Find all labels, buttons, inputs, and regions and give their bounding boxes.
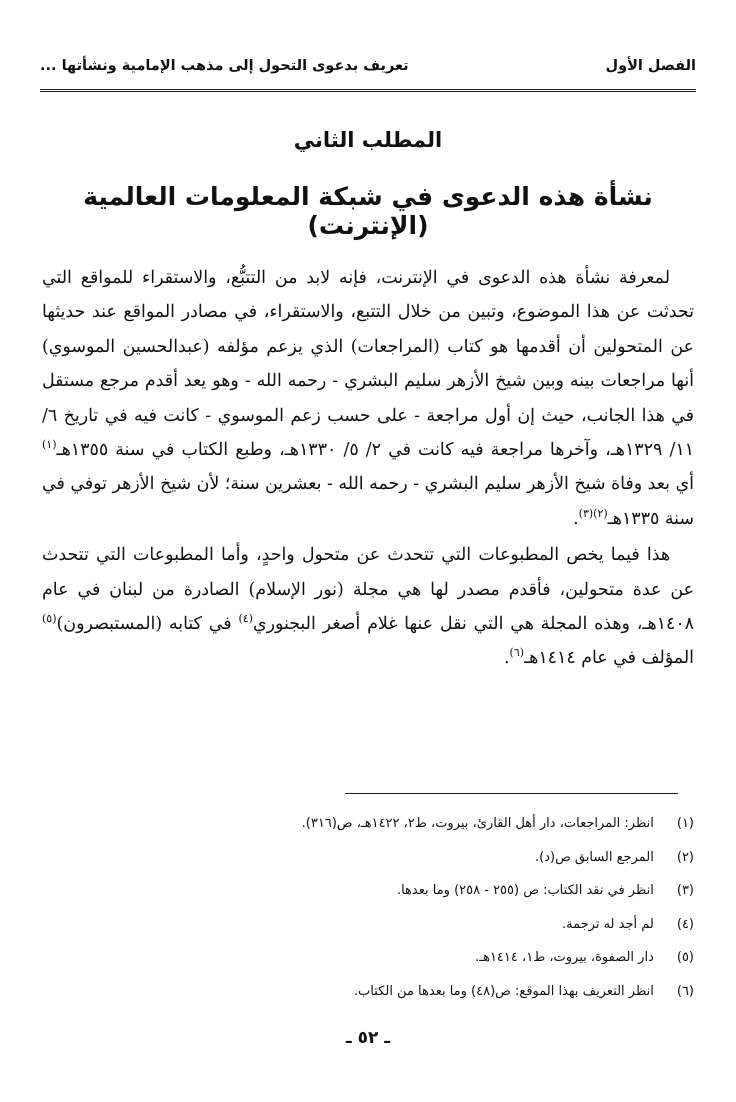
footnote-text: لم أجد له ترجمة. xyxy=(562,916,654,932)
footnote-number: (٦) xyxy=(676,983,694,999)
footnote-item xyxy=(42,948,694,982)
footnote-ref: (٤) xyxy=(238,612,253,626)
footnotes-list xyxy=(42,814,694,1015)
paragraph-text: هذا فيما يخص المطبوعات التي تتحدث عن متحول واحدٍ، وأما المطبوعات التي تتحدث عن عدة متحولين، فأقدم مصدر لها هي مجلة (نور الإسلام) الصادرة من لبنان في عام ١٤٠٨هـ، وهذه المجلة هي التي نقل عنها غلام أصغر البجنوري xyxy=(42,545,695,635)
chapter-name: الفصل الأول xyxy=(605,58,696,74)
book-title: تعريف بدعوى التحول إلى مذهب الإمامية ونشأتها ... xyxy=(40,58,409,74)
paragraph-text: في كتابه (المستبصرون) xyxy=(56,614,232,635)
footnote-divider xyxy=(345,793,678,794)
footnote-number: (٥) xyxy=(676,950,694,965)
main-title: نشأة هذه الدعوى في شبكة المعلومات العالمية (الإنترنت) xyxy=(83,182,653,240)
footnote-text: دار الصفوة، بيروت، ط١، ١٤١٤هـ. xyxy=(475,950,654,965)
footnote-item xyxy=(42,848,694,882)
footnote-number: (٣) xyxy=(676,883,694,898)
paragraph-text: . xyxy=(573,508,579,529)
paragraph-2 xyxy=(42,538,694,676)
footnote-text: انظر التعريف بهذا الموقع: ص(٤٨) وما بعدها من الكتاب. xyxy=(353,983,654,999)
footnote-number: (٤) xyxy=(676,916,694,932)
paragraph-1 xyxy=(42,261,694,536)
footnote-ref: (٢)(٣) xyxy=(578,507,608,521)
footnote-ref: (٥) xyxy=(42,612,57,626)
running-header xyxy=(40,58,696,84)
section-title: المطلب الثاني xyxy=(293,128,443,152)
page-number: ـ ٥٢ ـ xyxy=(345,1028,391,1048)
paragraph-text: المؤلف في عام ١٤١٤هـ xyxy=(524,648,694,669)
footnote-ref: (٦) xyxy=(509,646,525,660)
footnote-item xyxy=(42,814,694,848)
footnote-item xyxy=(42,915,694,949)
body-text xyxy=(42,261,694,676)
footnote-text: المرجع السابق ص(د). xyxy=(535,849,654,865)
paragraph-text: . xyxy=(503,648,510,669)
footnote-number: (١) xyxy=(676,816,694,831)
header-divider xyxy=(40,89,696,92)
footnote-item xyxy=(42,881,694,915)
paragraph-text: لمعرفة نشأة هذه الدعوى في الإنترنت، فإنه لابد من التتبُّع، والاستقراء للمواقع التي تحدثت عن هذا الموضوع، وتبين من خلال التتبع، والاستقراء، في مصادر المواقع عند حديثها عن المتحولين أن أقدمها هو كتاب (المراجعات) الذي يزعم مؤلفه (عبدالحسين الموسوي) أنها مراجعات بينه وبين شيخ الأزهر سليم البشري - رحمه الله - وهو يعد أقدم مرجع مستقل في هذا الجانب، حيث إن أول مراجعة - على حسب زعم الموسوي - كانت فيه في تاريخ ٦/ ١١/ ١٣٢٩هـ، وآخرها مراجعة فيه كانت في ٢/ ٥/ ١٣٣٠هـ، وطبع الكتاب في سنة ١٣٥٥هـ xyxy=(42,268,695,461)
paragraph-text: أي بعد وفاة شيخ الأزهر سليم البشري - رحمه الله - بعشرين سنة؛ لأن شيخ الأزهر توفي في سنة ١٣٣٥هـ xyxy=(42,474,694,529)
footnote-ref: (١) xyxy=(42,438,57,452)
footnote-item xyxy=(42,982,694,1016)
footnote-text: انظر: المراجعات، دار أهل القارئ، بيروت، ط٢، ١٤٢٢هـ، ص(٣١٦). xyxy=(301,816,654,831)
footnote-number: (٢) xyxy=(676,849,694,865)
footnote-text: انظر في نقد الكتاب: ص (٢٥٥ - ٢٥٨) وما بعدها. xyxy=(396,883,654,898)
